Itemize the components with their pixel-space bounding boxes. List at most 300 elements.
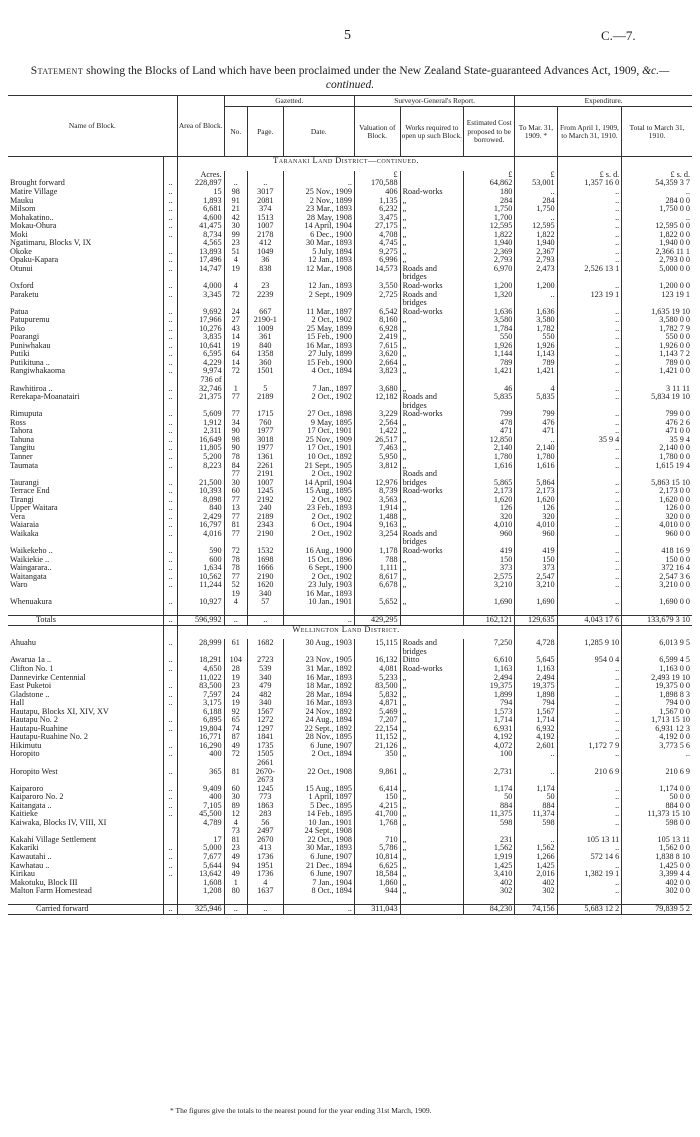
cell-gazette-no (224, 402, 247, 411)
cell-from-apr-1909: .. (557, 793, 622, 802)
cell-gazette-page: 838 (247, 265, 283, 274)
cell-gazette-date: 16 Mar., 1893 (283, 342, 354, 351)
table-row (8, 410, 692, 419)
cell-estimated-cost: 4,192 (464, 733, 515, 742)
cell-to-mar-1909: 2,367 (515, 248, 557, 257)
cell-dots: .. (164, 333, 177, 342)
units-row (8, 171, 692, 180)
cell-gazette-date: 7 Jan., 1897 (283, 385, 354, 394)
cell-area: 1,634 (177, 564, 224, 573)
table-row (8, 581, 692, 590)
table-row (8, 768, 692, 777)
cell-dots: .. (164, 547, 177, 556)
cell-works: Roads and (400, 530, 463, 539)
cell-area: 400 (177, 793, 224, 802)
cell-gazette-date: 2 Oct., 1902 (283, 513, 354, 522)
cell-from-apr-1909: .. (557, 444, 622, 453)
cell-gazette-no: 4 (224, 256, 247, 265)
cell-dots: .. (164, 316, 177, 325)
cell-gazette-date: 27 July, 1899 (283, 350, 354, 359)
cell-valuation: 83,500 (354, 682, 400, 691)
cell-from-apr-1909: .. (557, 282, 622, 291)
cell-estimated-cost: 2,494 (464, 674, 515, 683)
cell-dots (164, 239, 177, 248)
cell-from-apr-1909: .. (557, 750, 622, 759)
cell-total-1910 (622, 470, 692, 479)
cell-gazette-date: 5 Dec., 1895 (283, 802, 354, 811)
unit-gazette-page (247, 171, 283, 180)
cell-valuation: 14,573 (354, 265, 400, 274)
cell-gazette-date: 25 Nov., 1909 (283, 436, 354, 445)
cell-dots: .. (164, 308, 177, 317)
cell-dots: .. (164, 802, 177, 811)
cell-name: Hautapu, Blocks XI, XIV, XV (10, 707, 109, 716)
cell-dots: .. (164, 342, 177, 351)
cell-valuation: 3,563 (354, 496, 400, 505)
table-row (8, 521, 692, 530)
cell-total-1910: 2,793 0 0 (622, 256, 692, 265)
cell-estimated-cost: 2,140 (464, 444, 515, 453)
cell-gazette-date: 25 May, 1899 (283, 325, 354, 334)
cell-to-mar-1909: .. (515, 291, 557, 300)
cell-total-1910: 126 0 0 (622, 504, 692, 513)
cell-name: Vera (10, 512, 25, 521)
cell-name: Kaiparoro (10, 784, 44, 793)
cell-name (8, 402, 164, 411)
cell-gazette-no: 49 (224, 853, 247, 862)
table-row (8, 316, 692, 325)
unit-gazette-date (283, 171, 354, 180)
cell-gazette-no: 84 (224, 462, 247, 471)
cell-dots (164, 733, 177, 742)
blank-cell (224, 896, 247, 905)
cell-valuation: 2,664 (354, 359, 400, 368)
cell-total-1910: 1,425 0 0 (622, 862, 692, 871)
cell-gazette-page: 1245 (247, 785, 283, 794)
cell-estimated-cost: 150 (464, 556, 515, 565)
cell-total-1910: 1,822 0 0 (622, 231, 692, 240)
cell-to-mar-1909: 1,690 (515, 598, 557, 607)
cell-gazette-no: 24 (224, 691, 247, 700)
cell-total-1910: 1,782 7 9 (622, 325, 692, 334)
cell-gazette-page: 412 (247, 239, 283, 248)
cell-estimated-cost: 1,940 (464, 239, 515, 248)
cell-gazette-date (283, 776, 354, 785)
cell-gazette-date: 8 Oct., 1894 (283, 887, 354, 896)
cell-gazette-no: 49 (224, 870, 247, 879)
cell-valuation: 8,739 (354, 487, 400, 496)
cell-gazette-date: .. (283, 905, 354, 915)
cell-gazette-no: 27 (224, 316, 247, 325)
cell-total-1910: 50 0 0 (622, 793, 692, 802)
cell-area: 1,208 (177, 887, 224, 896)
cell-to-mar-1909: 1,616 (515, 462, 557, 471)
cell-valuation: 4,745 (354, 239, 400, 248)
cell-gazette-no: 98 (224, 436, 247, 445)
cell-works: „ (400, 819, 463, 828)
cell-name: Mohakatino.. (10, 213, 54, 222)
cell-to-mar-1909 (515, 590, 557, 599)
cell-works: „ (400, 810, 463, 819)
cell-to-mar-1909: 6,932 (515, 725, 557, 734)
cell-gazette-date: 23 Nov., 1905 (283, 656, 354, 665)
cell-estimated-cost: 550 (464, 333, 515, 342)
cell-to-mar-1909: 5,645 (515, 656, 557, 665)
cell-gazette-date (283, 538, 354, 547)
cell-dots: .. (164, 282, 177, 291)
cell-from-apr-1909: .. (557, 785, 622, 794)
cell-estimated-cost: 478 (464, 419, 515, 428)
table-row (8, 887, 692, 896)
cell-estimated-cost: 884 (464, 802, 515, 811)
cell-gazette-date: 12 Jan., 1893 (283, 256, 354, 265)
cell-total-1910: 550 0 0 (622, 333, 692, 342)
cell-area: 4,789 (177, 819, 224, 828)
cell-gazette-date: 21 Sept., 1905 (283, 462, 354, 471)
cell-valuation: 4,215 (354, 802, 400, 811)
cell-estimated-cost (464, 590, 515, 599)
cell-gazette-page: 360 (247, 359, 283, 368)
cell-to-mar-1909 (515, 376, 557, 385)
cell-works: „ (400, 725, 463, 734)
cell-name: Taumata (10, 461, 39, 470)
cell-valuation: 6,678 (354, 581, 400, 590)
cell-area: 7,105 (177, 802, 224, 811)
cell-estimated-cost: 794 (464, 699, 515, 708)
cell-total-1910 (622, 273, 692, 282)
cell-works: „ (400, 453, 463, 462)
cell-to-mar-1909: 3,210 (515, 581, 557, 590)
cell-works: Road-works (400, 308, 463, 317)
cell-name: Mokau-Ohura (10, 222, 57, 231)
cell-total-1910: 1,780 0 0 (622, 453, 692, 462)
cell-gazette-page: 1863 (247, 802, 283, 811)
cell-valuation: 944 (354, 887, 400, 896)
cell-gazette-page: 361 (247, 333, 283, 342)
blank-cell (622, 607, 692, 616)
cell-dots: .. (164, 214, 177, 223)
cell-to-mar-1909: 2,547 (515, 573, 557, 582)
cell-gazette-date: 10 Jan., 1901 (283, 819, 354, 828)
cell-dots: .. (164, 616, 177, 626)
cell-estimated-cost: 1,899 (464, 691, 515, 700)
cell-gazette-no: 34 (224, 419, 247, 428)
cell-from-apr-1909: .. (557, 333, 622, 342)
cell-gazette-no: 78 (224, 453, 247, 462)
cell-gazette-page: 1245 (247, 487, 283, 496)
cell-dots: .. (164, 427, 177, 436)
cell-gazette-date: 16 Mar., 1893 (283, 590, 354, 599)
title-text: showing the Blocks of Land which have been proclaimed under the New Zealand State-guaranteed Advances Act, 1909, (83, 65, 643, 77)
cell-gazette-no: 92 (224, 708, 247, 717)
cell-from-apr-1909: .. (557, 231, 622, 240)
cell-estimated-cost: 1,714 (464, 716, 515, 725)
cell-valuation: 1,768 (354, 819, 400, 828)
cell-gazette-no: 43 (224, 325, 247, 334)
cell-gazette-date (283, 299, 354, 308)
table-header (8, 96, 692, 157)
cell-works: „ (400, 197, 463, 206)
cell-dots: .. (164, 265, 177, 274)
cell-gazette-page: 413 (247, 844, 283, 853)
cell-valuation (354, 470, 400, 479)
district-heading-row (8, 625, 692, 639)
cell-area: 16,290 (177, 742, 224, 751)
cell-gazette-page: 2239 (247, 291, 283, 300)
cell-estimated-cost: 1,174 (464, 785, 515, 794)
cell-gazette-no (224, 759, 247, 768)
cell-total-1910: 284 0 0 (622, 197, 692, 206)
cell-works: „ (400, 521, 463, 530)
cell-estimated-cost: 231 (464, 836, 515, 845)
cell-dots: .. (164, 444, 177, 453)
cell-valuation: 3,550 (354, 282, 400, 291)
cell-gazette-no: 23 (224, 844, 247, 853)
cell-from-apr-1909: .. (557, 682, 622, 691)
cell-gazette-date: 28 Mar., 1894 (283, 691, 354, 700)
cell-from-apr-1909 (557, 648, 622, 657)
cell-dots (164, 827, 177, 836)
cell-gazette-no: 77 (224, 393, 247, 402)
cell-area: 17 (177, 836, 224, 845)
cell-dots: .. (164, 793, 177, 802)
cell-from-apr-1909: .. (557, 325, 622, 334)
table-row (8, 844, 692, 853)
cell-name: Carried forward (8, 905, 164, 915)
cell-gazette-page: 1736 (247, 870, 283, 879)
cell-area: 45,500 (177, 810, 224, 819)
cell-to-mar-1909: 471 (515, 427, 557, 436)
table-row (8, 699, 692, 708)
title-lead: Statement (30, 65, 84, 77)
cell-dots: .. (164, 530, 177, 539)
cell-total-1910 (622, 759, 692, 768)
cell-gazette-no: 80 (224, 887, 247, 896)
cell-name: Kaitieke (10, 810, 38, 819)
cell-total-1910: 418 16 9 (622, 547, 692, 556)
cell-name: Tanner (10, 452, 33, 461)
cell-name: Awarua 1a .. (10, 656, 52, 665)
cell-total-1910: 35 9 4 (622, 436, 692, 445)
cell-gazette-page: 1007 (247, 479, 283, 488)
cell-area: 10,562 (177, 573, 224, 582)
cell-to-mar-1909: 2,494 (515, 674, 557, 683)
cell-gazette-page: .. (247, 616, 283, 626)
cell-area: 13,893 (177, 248, 224, 257)
cell-dots (164, 819, 177, 828)
cell-to-mar-1909: 74,156 (515, 905, 557, 915)
cell-from-apr-1909: .. (557, 887, 622, 896)
cell-to-mar-1909: 126 (515, 504, 557, 513)
cell-works: „ (400, 691, 463, 700)
cell-name: Milsom (10, 205, 36, 214)
cell-from-apr-1909: .. (557, 487, 622, 496)
cell-from-apr-1909: 2,526 13 1 (557, 265, 622, 274)
cell-dots: .. (164, 419, 177, 428)
cell-gazette-page: 4 (247, 879, 283, 888)
cell-works: „ (400, 870, 463, 879)
cell-to-mar-1909: 1,562 (515, 844, 557, 853)
cell-estimated-cost: 1,320 (464, 291, 515, 300)
cell-dots (164, 648, 177, 657)
cell-name: Rimuputa (10, 410, 43, 419)
blank-cell (515, 625, 557, 639)
cell-name: Ross (10, 418, 26, 427)
cell-valuation: 8,617 (354, 573, 400, 582)
cell-valuation: 1,488 (354, 513, 400, 522)
cell-valuation (354, 299, 400, 308)
cell-gazette-date: 30 Mar., 1893 (283, 239, 354, 248)
cell-works: „ (400, 598, 463, 607)
cell-gazette-no: 19 (224, 590, 247, 599)
cell-to-mar-1909: 1,421 (515, 367, 557, 376)
cell-works: „ (400, 733, 463, 742)
cell-to-mar-1909: 1,940 (515, 239, 557, 248)
table-row (8, 725, 692, 734)
cell-total-1910: 1,940 0 0 (622, 239, 692, 248)
cell-name: Waikiekie .. (10, 555, 50, 564)
cell-works: „ (400, 359, 463, 368)
table-row (8, 359, 692, 368)
cell-valuation: 41,700 (354, 810, 400, 819)
cell-estimated-cost: 1,822 (464, 231, 515, 240)
cell-valuation: 1,135 (354, 197, 400, 206)
cell-gazette-date (283, 648, 354, 657)
cell-valuation: 11,152 (354, 733, 400, 742)
cell-gazette-no: 23 (224, 682, 247, 691)
table-row (8, 205, 692, 214)
table-row (8, 427, 692, 436)
cell-gazette-date: 1 April, 1897 (283, 793, 354, 802)
cell-from-apr-1909 (557, 827, 622, 836)
cell-works (400, 179, 463, 188)
cell-works: Roads and (400, 265, 463, 274)
cell-dots: .. (164, 905, 177, 915)
cell-works: „ (400, 342, 463, 351)
cell-dots: .. (164, 564, 177, 573)
cell-name: Puniwhakau (10, 341, 51, 350)
cell-works: „ (400, 564, 463, 573)
cell-from-apr-1909: 35 9 4 (557, 436, 622, 445)
cell-gazette-page (247, 538, 283, 547)
cell-gazette-no: 104 (224, 656, 247, 665)
cell-from-apr-1909: 572 14 6 (557, 853, 622, 862)
cell-total-1910: 960 0 0 (622, 530, 692, 539)
cell-dots (164, 402, 177, 411)
cell-gazette-page: 2661 (247, 759, 283, 768)
header-valuation: Valuation of Block. (354, 107, 400, 157)
cell-total-1910: 1,163 0 0 (622, 665, 692, 674)
cell-area (177, 299, 224, 308)
cell-gazette-date: 28 May, 1908 (283, 214, 354, 223)
cell-from-apr-1909: .. (557, 598, 622, 607)
blank-cell (8, 157, 164, 171)
blank-cell (515, 896, 557, 905)
cell-to-mar-1909: .. (515, 188, 557, 197)
cell-gazette-date: 22 Oct., 1908 (283, 836, 354, 845)
cell-to-mar-1909: .. (515, 836, 557, 845)
cell-from-apr-1909: .. (557, 564, 622, 573)
cell-from-apr-1909: .. (557, 256, 622, 265)
cell-works: bridges (400, 273, 463, 282)
cell-dots: .. (164, 573, 177, 582)
cell-estimated-cost: 598 (464, 819, 515, 828)
cell-estimated-cost: 1,421 (464, 367, 515, 376)
cell-to-mar-1909: 789 (515, 359, 557, 368)
cell-works: „ (400, 444, 463, 453)
cell-estimated-cost (464, 827, 515, 836)
cell-total-1910: .. (622, 188, 692, 197)
cell-gazette-page: 1682 (247, 639, 283, 648)
cell-to-mar-1909: 884 (515, 802, 557, 811)
cell-valuation: 26,517 (354, 436, 400, 445)
table-row (8, 265, 692, 274)
cell-from-apr-1909 (557, 402, 622, 411)
cell-area: 1,912 (177, 419, 224, 428)
cell-gazette-page: 56 (247, 819, 283, 828)
cell-gazette-date: 15 Aug., 1895 (283, 785, 354, 794)
cell-from-apr-1909: .. (557, 393, 622, 402)
cell-gazette-no: 12 (224, 810, 247, 819)
cell-name: Dannevirke Centennial (10, 673, 86, 682)
table-row (8, 879, 692, 888)
cell-gazette-date: 4 Oct., 1894 (283, 367, 354, 376)
cell-gazette-no: 1 (224, 879, 247, 888)
table-row (8, 282, 692, 291)
cell-valuation (354, 590, 400, 599)
cell-from-apr-1909: .. (557, 844, 622, 853)
cell-total-1910: 3,399 4 4 (622, 870, 692, 879)
blank-cell (283, 607, 354, 616)
cell-gazette-date: 15 Feb., 1900 (283, 333, 354, 342)
cell-dots (164, 674, 177, 683)
cell-total-1910: 3 11 11 (622, 385, 692, 394)
table-row (8, 470, 692, 479)
cell-to-mar-1909: 476 (515, 419, 557, 428)
cell-dots: .. (164, 462, 177, 471)
blank-cell (557, 607, 622, 616)
cell-dots: .. (164, 410, 177, 419)
cell-gazette-date: 6 June, 1907 (283, 870, 354, 879)
blank-cell (164, 607, 177, 616)
table-row (8, 487, 692, 496)
table-row (8, 538, 692, 547)
cell-gazette-no: 90 (224, 444, 247, 453)
cell-gazette-page: 773 (247, 793, 283, 802)
table-row (8, 197, 692, 206)
cell-from-apr-1909: .. (557, 239, 622, 248)
cell-name: Paraketu (10, 290, 39, 299)
cell-from-apr-1909: .. (557, 879, 622, 888)
table-row (8, 273, 692, 282)
cell-name (8, 590, 164, 599)
cell-from-apr-1909: 1,382 19 1 (557, 870, 622, 879)
blank-cell (224, 607, 247, 616)
cell-name: Waiaraia (10, 521, 39, 530)
cell-from-apr-1909: .. (557, 410, 622, 419)
cell-gazette-page: 1513 (247, 214, 283, 223)
cell-gazette-date: 25 Nov., 1909 (283, 188, 354, 197)
cell-gazette-page: 340 (247, 674, 283, 683)
cell-to-mar-1909: 5,864 (515, 479, 557, 488)
cell-works: „ (400, 573, 463, 582)
cell-works: Road-works (400, 547, 463, 556)
cell-to-mar-1909: .. (515, 214, 557, 223)
spacer-row (8, 896, 692, 905)
cell-gazette-page: 240 (247, 504, 283, 513)
blank-cell (164, 157, 177, 171)
cell-valuation: 788 (354, 556, 400, 565)
